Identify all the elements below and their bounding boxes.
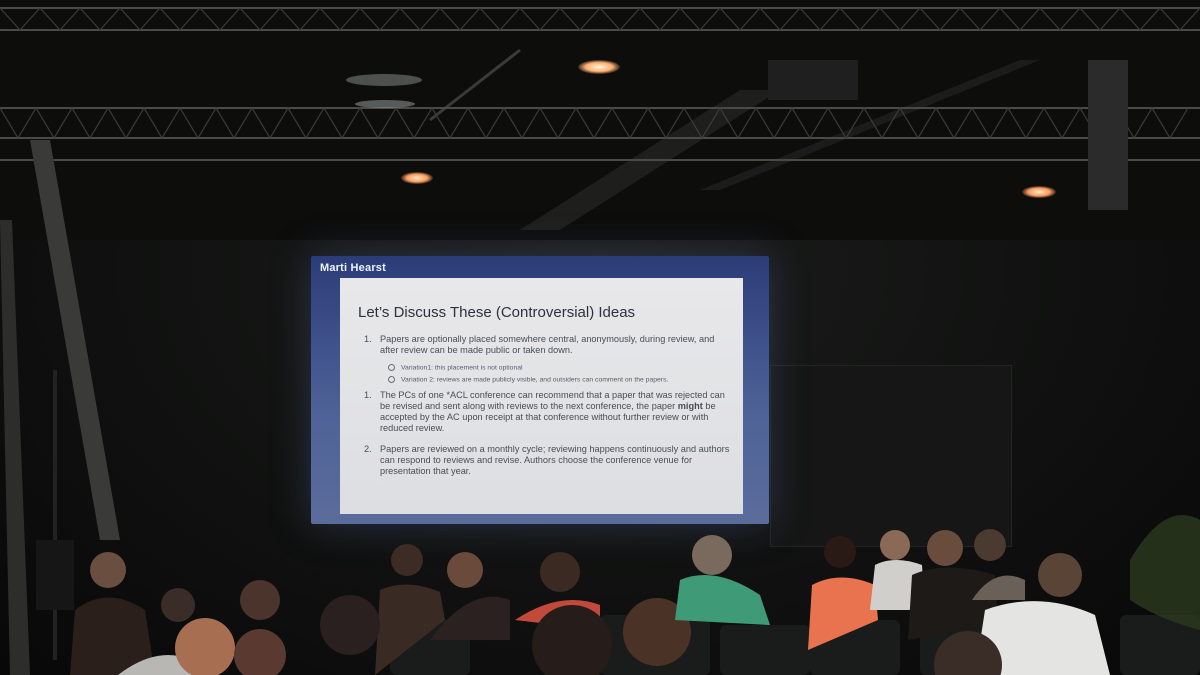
slide-title: Let’s Discuss These (Controversial) Ideas xyxy=(358,304,636,321)
speaker-name: Marti Hearst xyxy=(320,262,386,274)
item-text: The PCs of one *ACL conference can recommend that a paper that was rejected can be revised and sent along with reviews to the next conference, the paper might be accepted by the AC upon receipt at that conference without further review or with reduced review. xyxy=(380,390,725,433)
subitem-text: Variation1: this placement is not optional xyxy=(401,364,523,372)
item-number: 1. xyxy=(364,334,372,344)
item-number: 2. xyxy=(364,444,372,454)
item-number: 1. xyxy=(364,390,372,400)
item-text: Papers are optionally placed somewhere central, anonymously, during review, and after review can be made public or taken down. xyxy=(380,334,715,355)
item-text: Papers are reviewed on a monthly cycle; reviewing happens continuously and authors can respond to reviews and revise. Authors choose the conference venue for presentation that year. xyxy=(380,444,730,476)
subitem-text: Variation 2: reviews are made publicly visible, and outsiders can comment on the papers. xyxy=(401,376,669,384)
